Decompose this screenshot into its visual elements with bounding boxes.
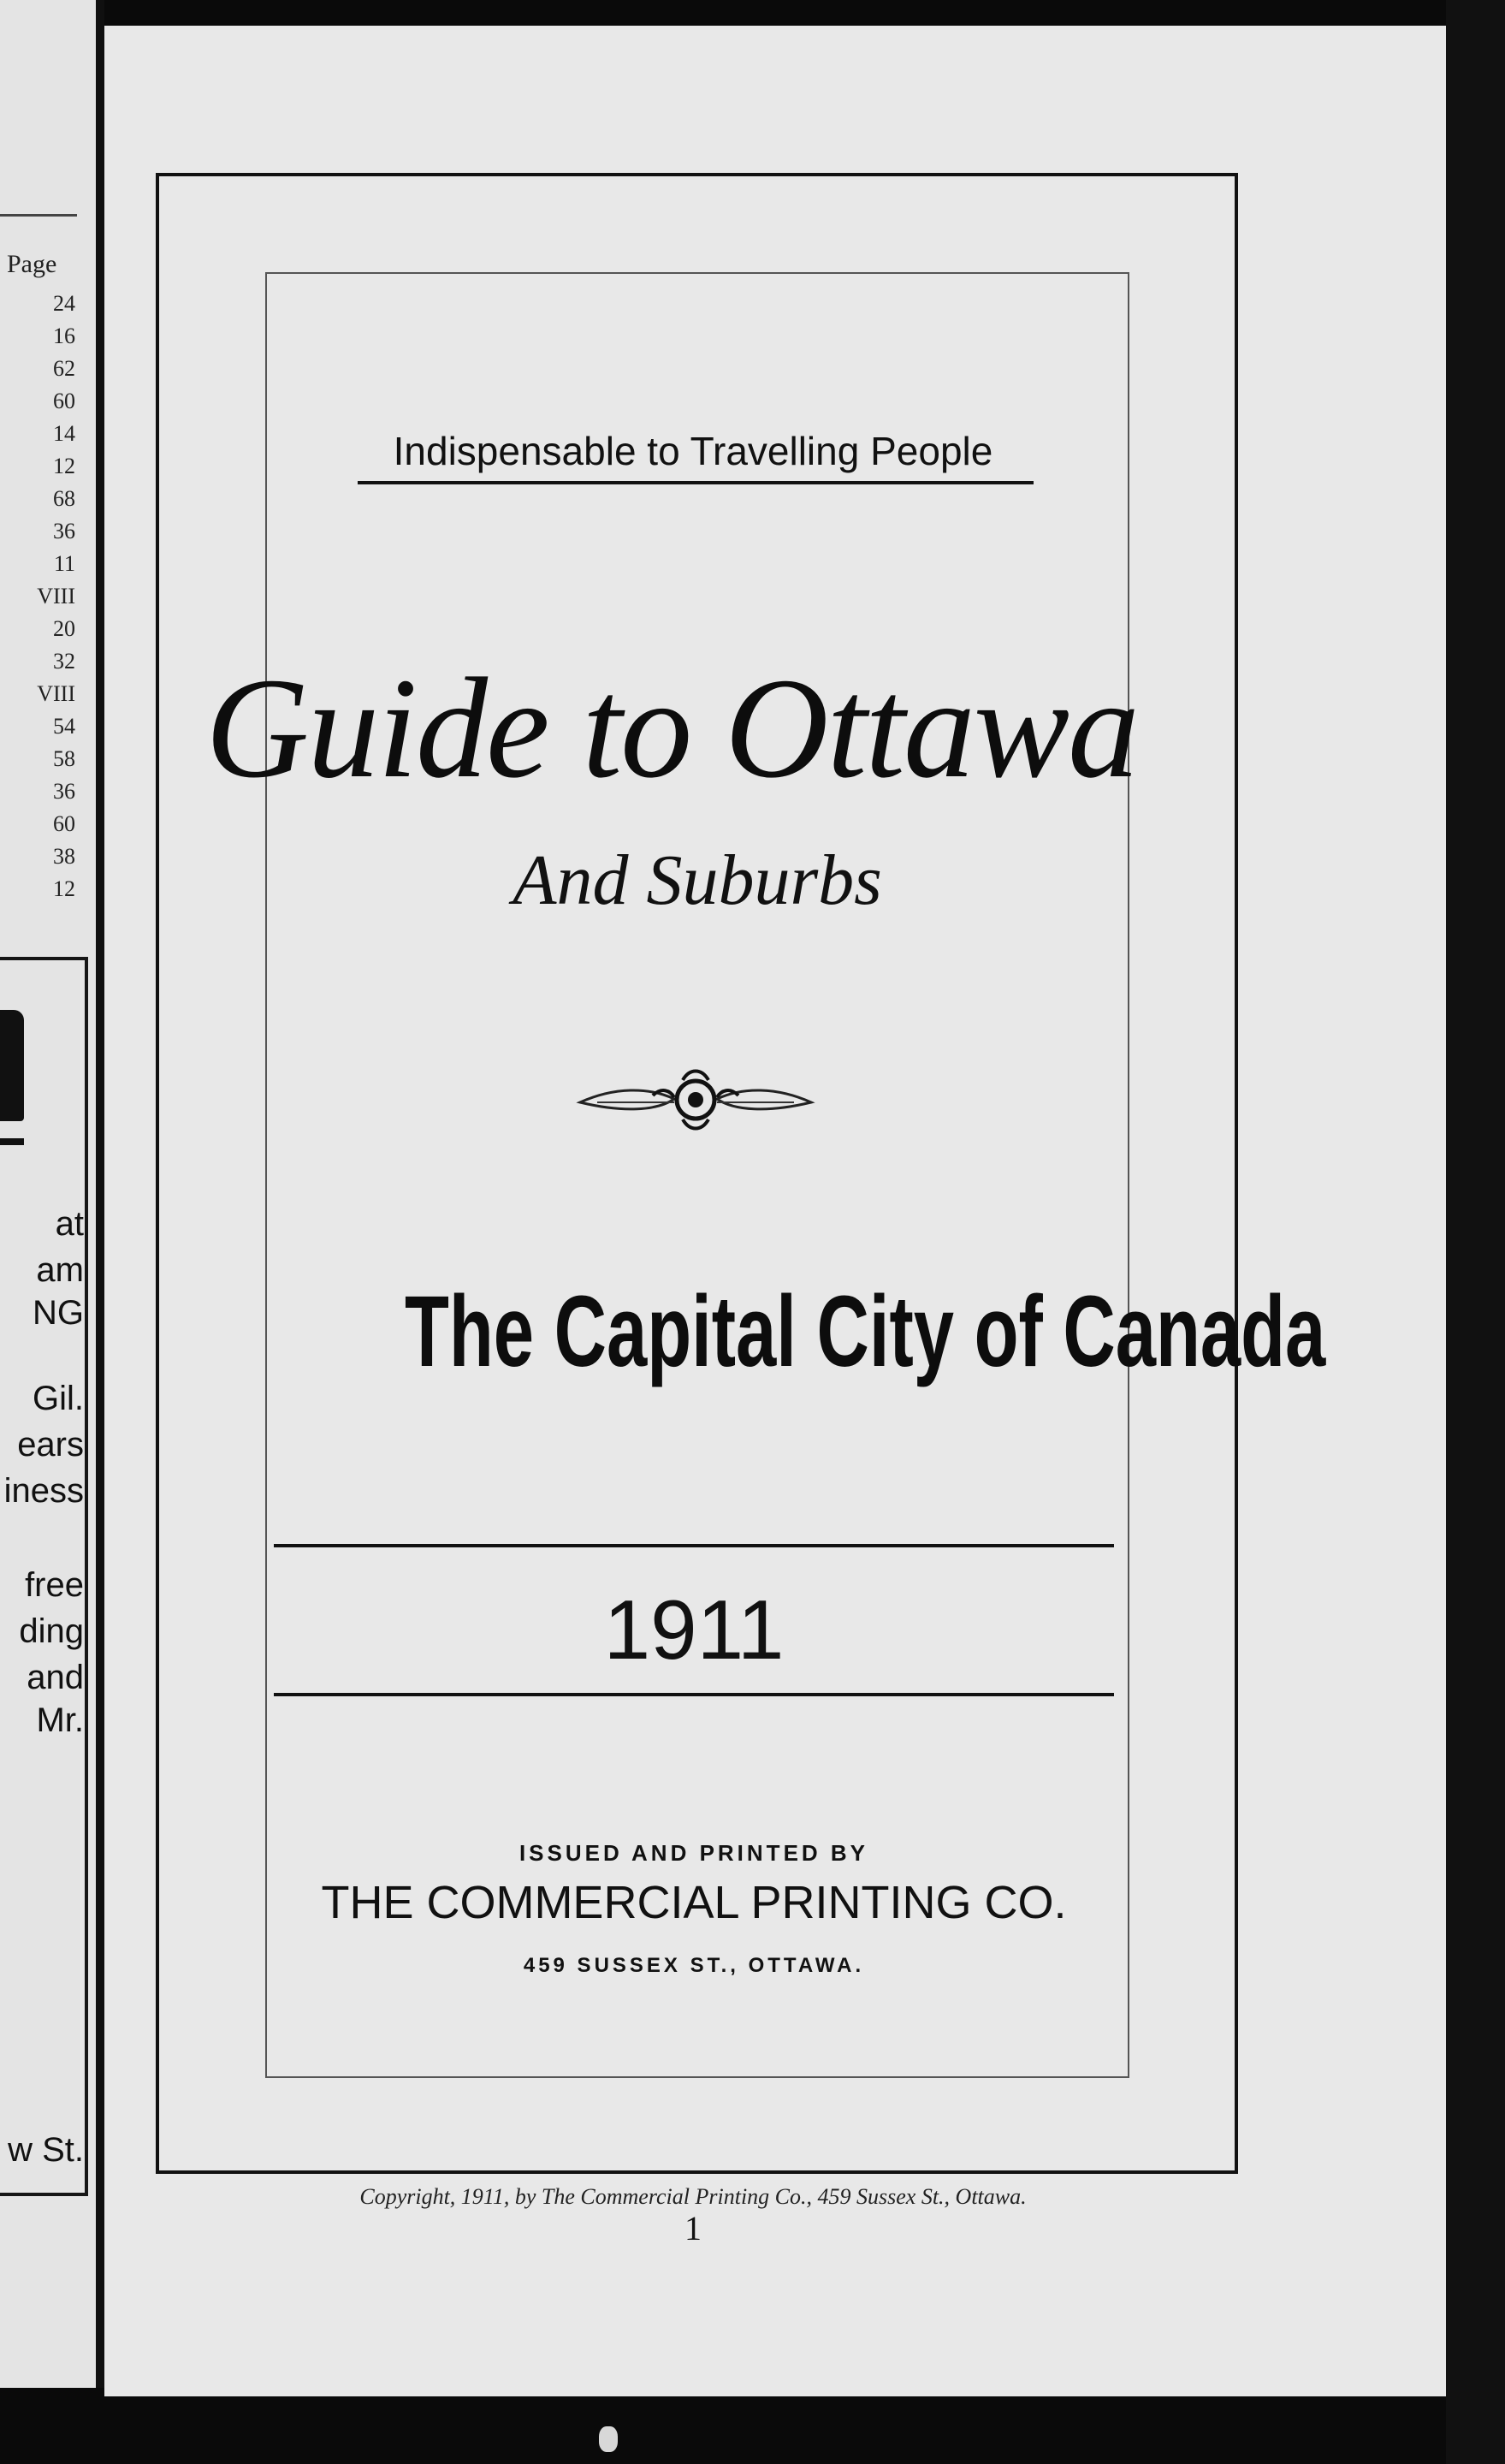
ad-text-line: NG — [33, 1294, 84, 1332]
scan-speck — [599, 2426, 618, 2452]
year-rule-top — [274, 1544, 1114, 1547]
toc-entry: VIII — [37, 681, 75, 706]
ad-text-line: am — [36, 1251, 84, 1289]
toc-entry: VIII — [37, 584, 75, 609]
ad-text-line: and — [27, 1659, 84, 1696]
issued-label: ISSUED AND PRINTED BY — [518, 1840, 869, 1866]
toc-entry: 68 — [53, 486, 75, 511]
toc-list — [0, 291, 86, 909]
tagline-underline — [358, 481, 1034, 484]
book-subtitle: And Suburbs — [513, 840, 882, 920]
toc-entry: 60 — [53, 389, 75, 413]
toc-entry: 11 — [53, 551, 75, 576]
toc-entry: 12 — [53, 876, 75, 901]
toc-entry: 20 — [53, 616, 75, 641]
toc-entry: 14 — [53, 421, 75, 446]
ad-text-line: free — [25, 1566, 84, 1604]
toc-entry: 36 — [53, 519, 75, 543]
publication-year: 1911 — [603, 1582, 785, 1677]
year-rule-bottom — [274, 1693, 1114, 1696]
toc-entry: 62 — [53, 356, 75, 381]
ad-graphic — [0, 1010, 24, 1121]
toc-entry: 54 — [53, 714, 75, 739]
ad-text-line: ding — [19, 1612, 84, 1650]
ad-text-line: iness — [3, 1472, 84, 1510]
page-number: 1 — [684, 2209, 702, 2247]
capital-city-heading: The Capital City of Canada — [405, 1275, 1326, 1388]
ad-text-line: Gil. — [33, 1380, 84, 1417]
scroll-ornament-icon — [572, 1061, 820, 1138]
book-title: Guide to Ottawa — [205, 649, 1138, 808]
toc-entry: 58 — [53, 746, 75, 771]
toc-entry: 16 — [53, 324, 75, 348]
ad-text-line: Mr. — [36, 1701, 84, 1739]
toc-entry: 36 — [53, 779, 75, 804]
tagline: Indispensable to Travelling People — [393, 429, 993, 473]
toc-entry: 32 — [53, 649, 75, 674]
left-facing-page — [0, 0, 104, 2388]
toc-entry: 24 — [53, 291, 75, 316]
toc-entry: 12 — [53, 454, 75, 478]
printer-name: THE COMMERCIAL PRINTING CO. — [321, 1877, 1067, 1928]
toc-entry: 60 — [53, 811, 75, 836]
printer-address: 459 SUSSEX ST., OTTAWA. — [523, 1954, 865, 1977]
toc-entry: 38 — [53, 844, 75, 869]
ad-text-line: at — [55, 1205, 84, 1243]
left-page-rule — [0, 214, 77, 217]
toc-header: Page — [7, 250, 57, 278]
ad-text-line: w St. — [8, 2131, 84, 2169]
ad-text-line: ears — [17, 1426, 84, 1464]
ad-graphic-bar — [0, 1138, 24, 1145]
inner-border-frame — [265, 272, 1326, 2078]
page-edge-shadow — [1446, 0, 1505, 2464]
copyright-notice: Copyright, 1911, by The Commercial Printing Co., 459 Sussex St., Ottawa. — [359, 2184, 1027, 2209]
